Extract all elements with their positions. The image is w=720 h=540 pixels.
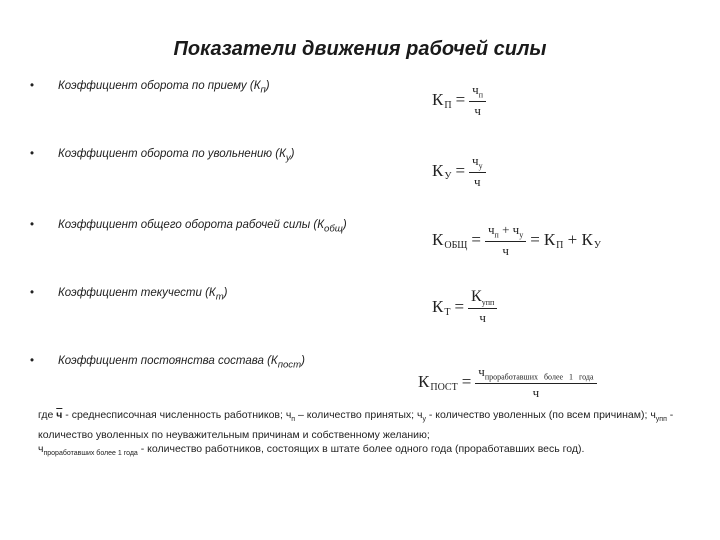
formula-kobsh xyxy=(432,222,601,259)
formula-kt xyxy=(432,288,497,326)
formula-lhs: $К_У$ xyxy=(432,160,452,182)
formula-lhs: $К_{ПОСТ}$ xyxy=(418,371,458,393)
item-text: Коэффициент текучести (К xyxy=(58,287,216,299)
list-item-kpost xyxy=(30,355,305,370)
bullet: • xyxy=(30,148,35,160)
fraction: $\frac{ч_{проработавших более 1 года}}{ч}$ xyxy=(475,364,596,401)
fraction: $\frac{К_{упп}}{ч}$ xyxy=(468,288,497,326)
equals-sign: = xyxy=(471,230,481,250)
item-text: Коэффициент оборота по приему (К xyxy=(58,80,261,92)
list-item-kobsh xyxy=(30,219,347,234)
footnote-sub: проработавших более 1 года xyxy=(43,450,138,458)
item-close: ) xyxy=(265,80,270,92)
footnote-ch-symbol: ч xyxy=(56,409,63,421)
footnote-text: - количество уволенных по неуважительным причинам и собственному желанию; xyxy=(38,409,674,441)
item-sub: у xyxy=(285,152,291,164)
item-sub: т xyxy=(215,291,224,303)
formula-lhs: $К_П$ xyxy=(432,89,452,111)
item-sub: п xyxy=(260,84,266,96)
equals-sign: = xyxy=(454,297,465,317)
formula-ky xyxy=(432,153,486,190)
formula-kpost xyxy=(418,364,597,401)
footnote-sub: у xyxy=(422,416,426,424)
list-item-ky xyxy=(30,148,295,163)
item-text: Коэффициент общего оборота рабочей силы (К xyxy=(58,219,325,231)
footnote-text: – количество принятых; ч xyxy=(295,409,423,421)
item-text: Коэффициент оборота по увольнению (К xyxy=(58,148,286,160)
page-title: Показатели движения рабочей силы xyxy=(173,38,547,60)
item-close: ) xyxy=(290,148,295,160)
footnote-text: - количество работников, состоящих в штате более одного года (проработавших весь год). xyxy=(137,443,585,456)
list-item-kp xyxy=(30,80,270,95)
footnote-sub: упп xyxy=(655,416,667,424)
item-sub: общ xyxy=(324,223,343,235)
formula-kp xyxy=(432,82,486,119)
formula-rhs: $К_П + К_У$ xyxy=(543,229,601,251)
equals-sign: = xyxy=(455,90,466,110)
list-item-kt xyxy=(30,287,228,302)
equals-sign: = xyxy=(461,372,472,392)
fraction: $\frac{ч_п + ч_у}{ч}$ xyxy=(485,222,526,259)
fraction: $\frac{ч_у}{ч}$ xyxy=(469,153,486,190)
footnote-text: - количество уволенных (по всем причинам); ч xyxy=(425,409,656,421)
footnote-sub: п xyxy=(291,416,296,424)
item-close: ) xyxy=(223,287,228,299)
formula-lhs: $К_{ОБЩ}$ xyxy=(432,229,468,251)
item-close: ) xyxy=(301,355,305,367)
equals-sign: = xyxy=(455,161,466,181)
formula-lhs: $К_Т$ xyxy=(432,296,451,318)
bullet: • xyxy=(30,219,35,231)
item-close: ) xyxy=(342,219,347,231)
bullet: • xyxy=(30,80,35,92)
equals-sign: = xyxy=(530,230,540,250)
item-text: Коэффициент постоянства состава (К xyxy=(58,355,278,367)
item-sub: пост xyxy=(277,359,302,371)
bullet: • xyxy=(30,355,35,367)
footnote-where: где xyxy=(38,409,54,421)
footnote-text: - среднесписочная численность работников; ч xyxy=(62,409,292,421)
fraction: $\frac{ч_п}{ч}$ xyxy=(469,82,486,119)
footnote xyxy=(38,408,688,462)
footnote-text: ч xyxy=(38,443,44,456)
bullet: • xyxy=(30,287,35,299)
